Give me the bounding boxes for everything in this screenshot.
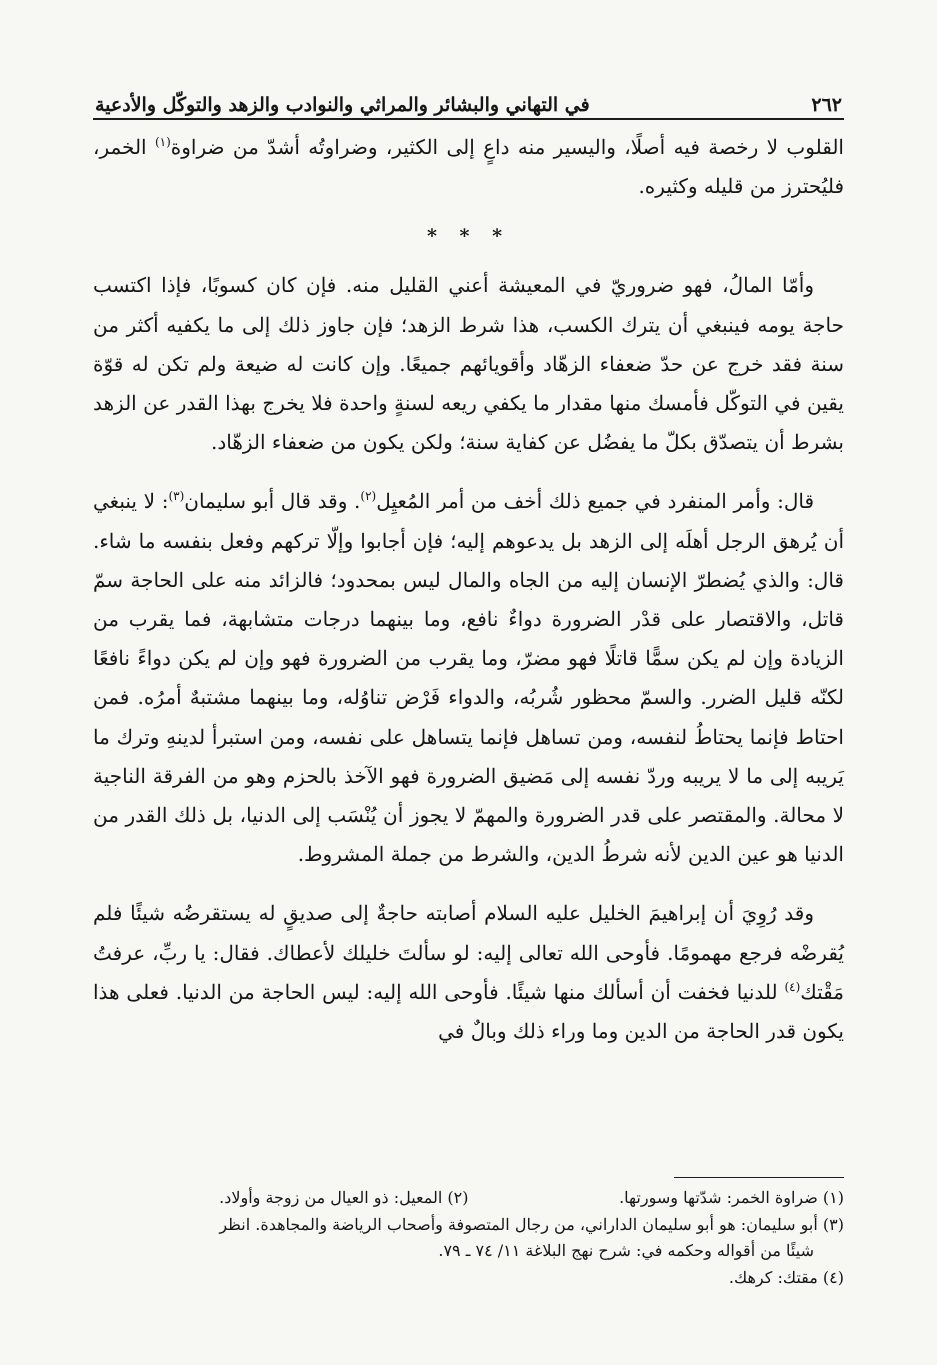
footnote-rule bbox=[674, 1177, 844, 1178]
paragraph-wealth: وأمّا المالُ، فهو ضروريّ في المعيشة أعني القليل منه. فإن كان كسوبًا، فإذا اكتسب حاجة يومه فينبغي أن يترك الكسب، هذا شرط الزهد؛ فإن جاوز ذلك إلى ما يكفيه أكثر من سنة فقد خرج عن حدّ ضعفاء الزهّاد وأقويائهم جميعًا. وإن كانت له ضيعة ولم تكن له قوّة يقين في التوكّل فأمسك منها مقدار ما يكفي ريعه لسنةٍ واحدة فلا يخرج بهذا القدر عن الزهد بشرط أن يتصدّق بكلّ ما يفضُل عن كفاية سنة؛ ولكن يكون من ضعفاء الزهّاد. bbox=[93, 273, 844, 455]
paragraph-gap bbox=[93, 874, 844, 894]
footnote-1: (١) ضراوة الخمر: شدّتها وسورتها. bbox=[619, 1188, 844, 1207]
footnote-ref-3: (٣) bbox=[168, 489, 185, 504]
running-title: في التهاني والبشائر والمراثي والنوادب والزهد والتوكّل والأدعية bbox=[95, 94, 590, 116]
header-rule bbox=[93, 118, 844, 120]
page-header bbox=[95, 78, 842, 116]
footnote-3-continued: شيئًا من أقواله وحكمه في: شرح نهج البلاغة ١١/ ٧٤ ـ ٧٩. bbox=[438, 1241, 814, 1260]
footnote-ref-4: (٤) bbox=[784, 979, 801, 994]
footnotes bbox=[93, 1185, 844, 1291]
page-number: ٢٦٢ bbox=[811, 94, 842, 116]
intro-paragraph: القلوب لا رخصة فيه أصلًا، واليسير منه داعٍ إلى الكثير، وضراوتُه أشدّ من ضراوة$^{(١)}$ الخمر، فليُحترز من قليله وكثيره. bbox=[93, 135, 844, 199]
footnote-row bbox=[93, 1185, 844, 1212]
paragraph-abu-sulayman: قال: وأمر المنفرد في جميع ذلك أخف من أمر المُعيِل$^{(٢)}$. وقد قال أبو سليمان$^{(٣)}$: لا ينبغي أن يُرهق الرجل أهلَه إلى الزهد بل يدعوهم إليه؛ فإن أجابوا وإلّا تركهم وفعل بنفسه ما شاء. قال: والذي يُضطرّ الإنسان إليه من الجاه والمال ليس بمحدود؛ فالزائد منه على الحاجة سمّ قاتل، والاقتصار على قدْر الضرورة دواءٌ نافع، وما بينهما درجات متشابهة، فما يقرب من الزيادة وإن لم يكن سمًّا قاتلًا فهو مضرّ، وما يقرب من الضرورة فهو وإن لم يكن دواءً نافعًا لكنّه قليل الضرر. والسمّ محظور شُربُه، والدواء فَرْض تناوُله، وما بينهما مشتبهٌ أمرُه. فمن احتاط فإنما يحتاطُ لنفسه، ومن تساهل فإنما يتساهل على نفسه، ومن استبرأ لدينهِ وترك ما يَريبه إلى ما لا يريبه وردّ نفسه إلى مَضيق الضرورة فهو الآخذ بالحزم وهو من الفرقة الناجية لا محالة. والمقتصر على قدر الضرورة والمهمّ لا يجوز أن يُنْسَب إلى الدنيا، بل ذلك القدر من الدنيا هو عين الدين لأنه شرطُ الدين، والشرط من جملة المشروط. bbox=[93, 489, 844, 867]
footnote-2: (٢) المعيل: ذو العيال من زوجة وأولاد. bbox=[219, 1188, 469, 1207]
footnote-ref-1: (١) bbox=[154, 135, 171, 149]
footnote-3: (٣) أبو سليمان: هو أبو سليمان الداراني، من رجال المتصوفة وأصحاب الرياضة والمجاهدة. انظر bbox=[219, 1214, 844, 1234]
body-text bbox=[93, 128, 844, 1051]
section-separator: * * * bbox=[426, 225, 511, 248]
footnote-ref-2: (٢) bbox=[360, 489, 377, 504]
paragraph-gap bbox=[93, 462, 844, 482]
footnote-4: (٤) مقتك: كرهك. bbox=[728, 1267, 844, 1287]
paragraph-ibrahim: وقد رُوِيَ أن إبراهيمَ الخليل عليه السلام أصابته حاجةٌ إلى صديقٍ له يستقرضُه شيئًا فلم يُقرضْه فرجع مهمومًا. فأوحى الله تعالى إليه: لو سألتَ خليلك لأعطاك. فقال: يا ربِّ، عرفتُ مَقْتك$^{(٤)}$ للدنيا فخفت أن أسألك منها شيئًا. فأوحى الله إليه: ليس الحاجة من الدنيا. فعلى هذا يكون قدر الحاجة من الدين وما وراء ذلك وبالٌ في bbox=[93, 901, 844, 1044]
